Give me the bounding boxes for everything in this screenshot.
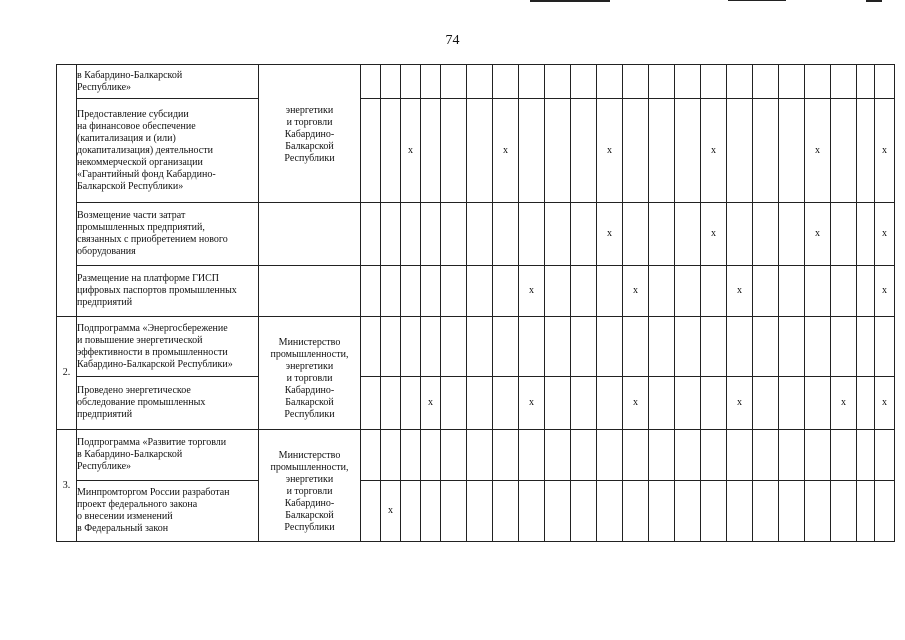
mark-cell (675, 481, 701, 542)
mark-cell (441, 203, 467, 266)
mark-cell (571, 317, 597, 377)
row-number: 3. (62, 479, 71, 491)
action-text: в Кабардино-Балкарской Республике» (77, 69, 183, 93)
executor-text: энергетики и торговли Кабардино- Балкарской Республики (284, 104, 335, 164)
mark-cell (727, 430, 753, 481)
mark-cell (727, 65, 753, 99)
mark-cell (381, 317, 401, 377)
mark-cell (701, 317, 727, 377)
mark-cell (779, 203, 805, 266)
mark-cell: x (875, 266, 895, 317)
mark-cell (857, 99, 875, 203)
mark-cell (361, 430, 381, 481)
mark-cell (857, 203, 875, 266)
mark-cell (779, 481, 805, 542)
mark-cell (675, 430, 701, 481)
mark-cell (467, 481, 493, 542)
mark-cell (779, 65, 805, 99)
action-cell (77, 377, 259, 430)
mark-cell (701, 481, 727, 542)
mark-cell: x (701, 203, 727, 266)
mark-cell (421, 481, 441, 542)
mark-cell: x (519, 266, 545, 317)
action-text: Возмещение части затрат промышленных предприятий, связанных с приобретением нового оборудования (77, 210, 228, 257)
table-row (57, 377, 895, 430)
mark-cell (571, 430, 597, 481)
mark-cell (381, 266, 401, 317)
mark-cell (649, 203, 675, 266)
mark-cell (493, 317, 519, 377)
mark-cell (649, 317, 675, 377)
action-cell (77, 430, 259, 481)
action-text: Подпрограмма «Энергосбережение и повышение энергетической эффективности в промышленности Кабардино-Балкарской Республики» (77, 322, 233, 370)
mark-cell: x (701, 99, 727, 203)
top-scan-marks (0, 0, 905, 6)
mark-cell (381, 99, 401, 203)
action-text: Проведено энергетическое обследование промышленных предприятий (77, 385, 206, 420)
mark-cell (875, 481, 895, 542)
mark-cell (519, 99, 545, 203)
mark-cell: x (623, 377, 649, 430)
mark-cell (361, 266, 381, 317)
mark-cell (441, 266, 467, 317)
executor-cell (259, 203, 361, 266)
mark-cell (441, 99, 467, 203)
mark-cell (727, 203, 753, 266)
mark-cell (753, 430, 779, 481)
mark-cell (545, 203, 571, 266)
executor-cell (259, 317, 361, 430)
mark-cell (441, 317, 467, 377)
mark-cell (805, 481, 831, 542)
mark-cell (727, 317, 753, 377)
mark-cell (727, 99, 753, 203)
action-text: Минпромторгом России разработан проект федерального закона о внесении изменений в Федеральный закон (77, 487, 230, 534)
executor-text: Министерство промышленности, энергетики и торговли Кабардино- Балкарской Республики (270, 449, 349, 533)
mark-cell (597, 481, 623, 542)
executor-cell (259, 65, 361, 203)
action-cell (77, 99, 259, 203)
mark-cell (857, 481, 875, 542)
mark-cell (519, 481, 545, 542)
mark-cell (571, 65, 597, 99)
mark-cell (675, 377, 701, 430)
mark-cell (831, 203, 857, 266)
mark-cell (623, 65, 649, 99)
executor-cell (259, 266, 361, 317)
mark-cell (467, 317, 493, 377)
mark-cell (381, 430, 401, 481)
mark-cell (545, 266, 571, 317)
mark-cell (649, 430, 675, 481)
mark-cell: x (805, 203, 831, 266)
mark-cell (545, 65, 571, 99)
mark-cell (421, 317, 441, 377)
mark-cell: x (727, 266, 753, 317)
mark-cell (421, 266, 441, 317)
mark-cell (805, 65, 831, 99)
mark-cell: x (597, 203, 623, 266)
mark-cell (493, 481, 519, 542)
mark-cell (805, 317, 831, 377)
mark-cell (831, 65, 857, 99)
mark-cell (875, 430, 895, 481)
mark-cell: x (831, 377, 857, 430)
mark-cell: x (727, 377, 753, 430)
mark-cell (649, 65, 675, 99)
mark-cell: x (381, 481, 401, 542)
mark-cell (857, 317, 875, 377)
mark-cell: x (805, 99, 831, 203)
mark-cell (857, 65, 875, 99)
mark-cell (361, 65, 381, 99)
mark-cell (467, 430, 493, 481)
mark-cell (545, 430, 571, 481)
mark-cell (545, 99, 571, 203)
mark-cell (519, 317, 545, 377)
mark-cell (381, 203, 401, 266)
mark-cell (519, 430, 545, 481)
mark-cell (493, 65, 519, 99)
mark-cell (779, 377, 805, 430)
mark-cell (875, 317, 895, 377)
mark-cell (623, 317, 649, 377)
row-number-cell (57, 430, 77, 542)
mark-cell (421, 203, 441, 266)
mark-cell (571, 481, 597, 542)
mark-cell (623, 481, 649, 542)
action-text: Предоставление субсидии на финансовое обеспечение (капитализация и (или) докапитализация) деятельности некоммерческой организации «Гарантийный фонд Кабардино- Балкарской Республики» (77, 108, 216, 192)
mark-cell (623, 430, 649, 481)
mark-cell (805, 266, 831, 317)
mark-cell (467, 266, 493, 317)
mark-cell (701, 430, 727, 481)
mark-cell (571, 377, 597, 430)
mark-cell (753, 99, 779, 203)
table-row (57, 65, 895, 99)
mark-cell (441, 430, 467, 481)
mark-cell (779, 430, 805, 481)
mark-cell (421, 99, 441, 203)
mark-cell (649, 99, 675, 203)
mark-cell (753, 266, 779, 317)
table-row (57, 266, 895, 317)
mark-cell (571, 266, 597, 317)
mark-cell (467, 377, 493, 430)
mark-cell (421, 65, 441, 99)
action-cell (77, 266, 259, 317)
mark-cell: x (493, 99, 519, 203)
mark-cell (361, 203, 381, 266)
action-cell (77, 481, 259, 542)
mark-cell (753, 65, 779, 99)
mark-cell (381, 377, 401, 430)
mark-cell (753, 377, 779, 430)
mark-cell (571, 203, 597, 266)
mark-cell (441, 377, 467, 430)
mark-cell: x (597, 99, 623, 203)
mark-cell (361, 377, 381, 430)
mark-cell (361, 317, 381, 377)
mark-cell (675, 203, 701, 266)
mark-cell (727, 481, 753, 542)
action-cell (77, 203, 259, 266)
mark-cell (857, 430, 875, 481)
mark-cell: x (875, 377, 895, 430)
mark-cell (805, 377, 831, 430)
mark-cell (649, 481, 675, 542)
mark-cell (701, 65, 727, 99)
mark-cell (361, 481, 381, 542)
mark-cell (361, 99, 381, 203)
mark-cell (831, 266, 857, 317)
mark-cell (831, 317, 857, 377)
mark-cell (753, 203, 779, 266)
action-cell (77, 317, 259, 377)
mark-cell (571, 99, 597, 203)
executor-text: Министерство промышленности, энергетики и торговли Кабардино- Балкарской Республики (270, 337, 349, 420)
table-row (57, 99, 895, 203)
mark-cell (493, 430, 519, 481)
mark-cell (467, 99, 493, 203)
mark-cell (381, 65, 401, 99)
action-text: Размещение на платформе ГИСП цифровых паспортов промышленных предприятий (77, 273, 237, 308)
mark-cell (753, 481, 779, 542)
mark-cell (831, 481, 857, 542)
row-number-cell (57, 317, 77, 430)
schedule-table (56, 64, 895, 542)
mark-cell (545, 377, 571, 430)
page-number: 74 (445, 33, 460, 48)
table-row (57, 317, 895, 377)
mark-cell (779, 99, 805, 203)
mark-cell (421, 430, 441, 481)
table-row (57, 430, 895, 481)
mark-cell (441, 481, 467, 542)
mark-cell (545, 317, 571, 377)
table-row (57, 203, 895, 266)
mark-cell (649, 377, 675, 430)
mark-cell (493, 377, 519, 430)
mark-cell (493, 203, 519, 266)
mark-cell (401, 266, 421, 317)
mark-cell: x (875, 203, 895, 266)
table-row (57, 481, 895, 542)
mark-cell (701, 377, 727, 430)
action-text: Подпрограмма «Развитие торговли в Кабардино-Балкарской Республике» (77, 437, 227, 472)
mark-cell (857, 377, 875, 430)
mark-cell (623, 203, 649, 266)
mark-cell (401, 430, 421, 481)
executor-cell (259, 430, 361, 542)
action-cell (77, 65, 259, 99)
mark-cell (467, 65, 493, 99)
mark-cell (597, 65, 623, 99)
mark-cell: x (421, 377, 441, 430)
mark-cell (753, 317, 779, 377)
mark-cell (401, 317, 421, 377)
mark-cell (649, 266, 675, 317)
mark-cell (519, 65, 545, 99)
mark-cell: x (519, 377, 545, 430)
mark-cell (675, 65, 701, 99)
mark-cell (675, 266, 701, 317)
mark-cell (675, 99, 701, 203)
mark-cell (401, 377, 421, 430)
mark-cell (805, 430, 831, 481)
mark-cell (623, 99, 649, 203)
mark-cell (493, 266, 519, 317)
mark-cell: x (401, 99, 421, 203)
mark-cell (467, 203, 493, 266)
mark-cell (779, 266, 805, 317)
mark-cell (831, 99, 857, 203)
mark-cell: x (875, 99, 895, 203)
row-number-cell (57, 65, 77, 317)
mark-cell (779, 317, 805, 377)
mark-cell (545, 481, 571, 542)
mark-cell (519, 203, 545, 266)
mark-cell (597, 377, 623, 430)
mark-cell (441, 65, 467, 99)
row-number: 2. (62, 367, 71, 378)
mark-cell: x (623, 266, 649, 317)
mark-cell (875, 65, 895, 99)
mark-cell (597, 317, 623, 377)
mark-cell (857, 266, 875, 317)
mark-cell (597, 430, 623, 481)
mark-cell (701, 266, 727, 317)
mark-cell (401, 203, 421, 266)
mark-cell (831, 430, 857, 481)
mark-cell (675, 317, 701, 377)
mark-cell (401, 65, 421, 99)
mark-cell (597, 266, 623, 317)
mark-cell (401, 481, 421, 542)
